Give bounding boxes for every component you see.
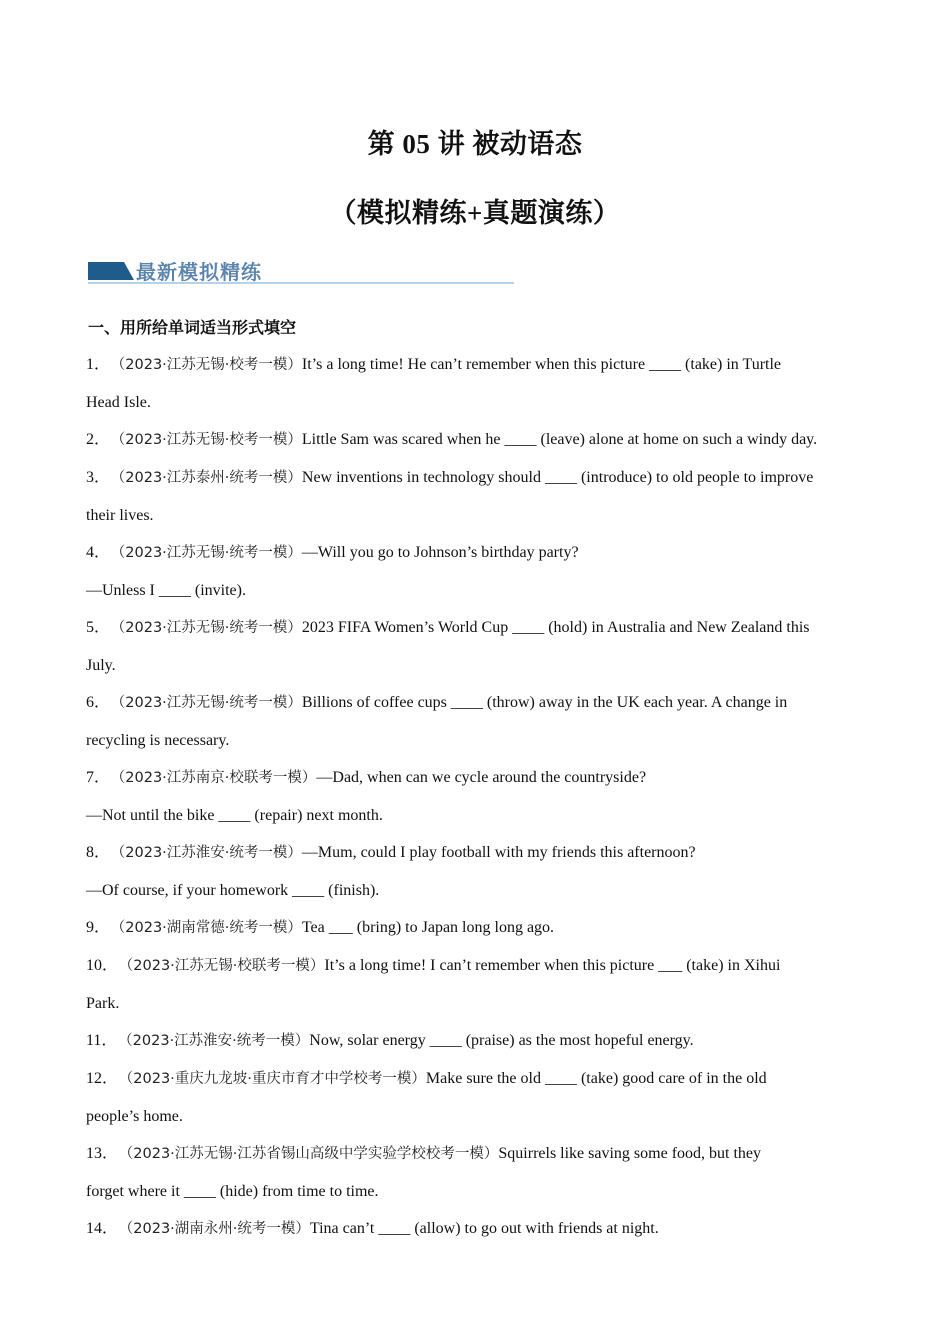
question-source: （2023·江苏无锡·校考一模） xyxy=(118,357,302,373)
question-text: New inventions in technology should ____ (introduce) to old people to improve xyxy=(301,469,814,486)
question-line xyxy=(86,534,866,572)
question-line xyxy=(86,1173,866,1210)
question-line xyxy=(86,459,866,497)
question-text: Squirrels like saving some food, but they xyxy=(498,1145,762,1162)
question-text: —Dad, when can we cycle around the countryside? xyxy=(316,769,647,786)
question-text: Head Isle. xyxy=(86,394,151,411)
question-item xyxy=(86,909,866,947)
question-line xyxy=(86,909,866,947)
question-line xyxy=(86,609,866,647)
question-source: （2023·江苏无锡·统考一模） xyxy=(118,545,302,561)
question-item xyxy=(86,1060,866,1135)
question-item xyxy=(86,1135,866,1210)
question-line xyxy=(86,647,866,684)
question-list xyxy=(86,346,866,1248)
question-item xyxy=(86,1022,866,1060)
question-number: 6． xyxy=(86,694,111,711)
question-number: 3． xyxy=(86,469,111,486)
question-line xyxy=(86,1135,866,1173)
banner-label: 最新模拟精练 xyxy=(136,260,262,284)
question-number: 1． xyxy=(86,356,111,373)
question-line xyxy=(86,872,866,909)
question-number: 12． xyxy=(86,1070,119,1087)
question-text: It’s a long time! He can’t remember when this picture ____ (take) in Turtle xyxy=(301,356,782,373)
question-line xyxy=(86,497,866,534)
question-text: It’s a long time! I can’t remember when this picture ___ (take) in Xihui xyxy=(324,957,781,974)
question-item xyxy=(86,421,866,459)
page-title: 第 05 讲 被动语态 xyxy=(367,129,583,159)
page-subtitle: （模拟精练+真题演练） xyxy=(329,198,621,228)
question-text: recycling is necessary. xyxy=(86,732,230,749)
question-source: （2023·江苏泰州·统考一模） xyxy=(118,470,302,486)
question-text: —Will you go to Johnson’s birthday party? xyxy=(301,544,579,561)
question-source: （2023·重庆九龙坡·重庆市育才中学校考一模） xyxy=(126,1071,426,1087)
question-number: 5． xyxy=(86,619,111,636)
question-line xyxy=(86,834,866,872)
question-text: —Unless I ____ (invite). xyxy=(86,582,246,599)
question-text: —Not until the bike ____ (repair) next month. xyxy=(86,807,383,824)
section-heading: 一、用所给单词适当形式填空 xyxy=(88,318,297,337)
question-item xyxy=(86,1210,866,1248)
question-source: （2023·江苏无锡·统考一模） xyxy=(118,620,302,636)
question-number: 2． xyxy=(86,431,111,448)
question-line xyxy=(86,1210,866,1248)
question-text: —Of course, if your homework ____ (finish). xyxy=(86,882,380,899)
question-text: Make sure the old ____ (take) good care of in the old xyxy=(425,1070,767,1087)
question-number: 7． xyxy=(86,769,111,786)
question-item xyxy=(86,947,866,1022)
section-banner xyxy=(88,256,514,286)
question-item xyxy=(86,534,866,609)
question-line xyxy=(86,985,866,1022)
question-text: Billions of coffee cups ____ (throw) away in the UK each year. A change in xyxy=(301,694,788,711)
question-text: Tea ___ (bring) to Japan long long ago. xyxy=(301,919,555,936)
question-text: Park. xyxy=(86,995,120,1012)
question-number: 4． xyxy=(86,544,111,561)
question-text: their lives. xyxy=(86,507,154,524)
question-item xyxy=(86,346,866,421)
question-number: 14． xyxy=(86,1220,119,1237)
question-number: 10． xyxy=(86,957,119,974)
question-source: （2023·江苏淮安·统考一模） xyxy=(118,845,302,861)
question-source: （2023·江苏淮安·统考一模） xyxy=(125,1033,310,1049)
question-line xyxy=(86,947,866,985)
question-text: Little Sam was scared when he ____ (leave) alone at home on such a windy day. xyxy=(301,431,818,448)
question-line xyxy=(86,684,866,722)
question-item xyxy=(86,834,866,909)
question-item xyxy=(86,459,866,534)
question-line xyxy=(86,1022,866,1060)
question-source: （2023·江苏南京·校联考一模） xyxy=(118,770,317,786)
question-source: （2023·江苏无锡·校联考一模） xyxy=(126,958,325,974)
question-number: 11． xyxy=(86,1032,118,1049)
question-line xyxy=(86,572,866,609)
question-text: Tina can’t ____ (allow) to go out with friends at night. xyxy=(309,1220,659,1237)
question-line xyxy=(86,722,866,759)
question-text: Now, solar energy ____ (praise) as the most hopeful energy. xyxy=(309,1032,694,1049)
question-line xyxy=(86,1098,866,1135)
question-number: 9． xyxy=(86,919,111,936)
question-text: forget where it ____ (hide) from time to time. xyxy=(86,1183,379,1200)
question-text: —Mum, could I play football with my friends this afternoon? xyxy=(301,844,696,861)
question-source: （2023·江苏无锡·江苏省锡山高级中学实验学校校考一模） xyxy=(126,1146,499,1162)
question-line xyxy=(86,346,866,384)
question-item xyxy=(86,609,866,684)
question-source: （2023·江苏无锡·统考一模） xyxy=(118,695,302,711)
question-line xyxy=(86,797,866,834)
question-text: July. xyxy=(86,657,116,674)
question-number: 13． xyxy=(86,1145,119,1162)
question-item xyxy=(86,684,866,759)
question-line xyxy=(86,384,866,421)
question-line xyxy=(86,1060,866,1098)
question-item xyxy=(86,759,866,834)
question-line xyxy=(86,421,866,459)
question-text: 2023 FIFA Women’s World Cup ____ (hold) in Australia and New Zealand this xyxy=(301,619,810,636)
question-number: 8． xyxy=(86,844,111,861)
question-line xyxy=(86,759,866,797)
question-source: （2023·江苏无锡·校考一模） xyxy=(118,432,302,448)
question-source: （2023·湖南永州·统考一模） xyxy=(126,1221,310,1237)
question-source: （2023·湖南常德·统考一模） xyxy=(118,920,302,936)
question-text: people’s home. xyxy=(86,1108,183,1125)
